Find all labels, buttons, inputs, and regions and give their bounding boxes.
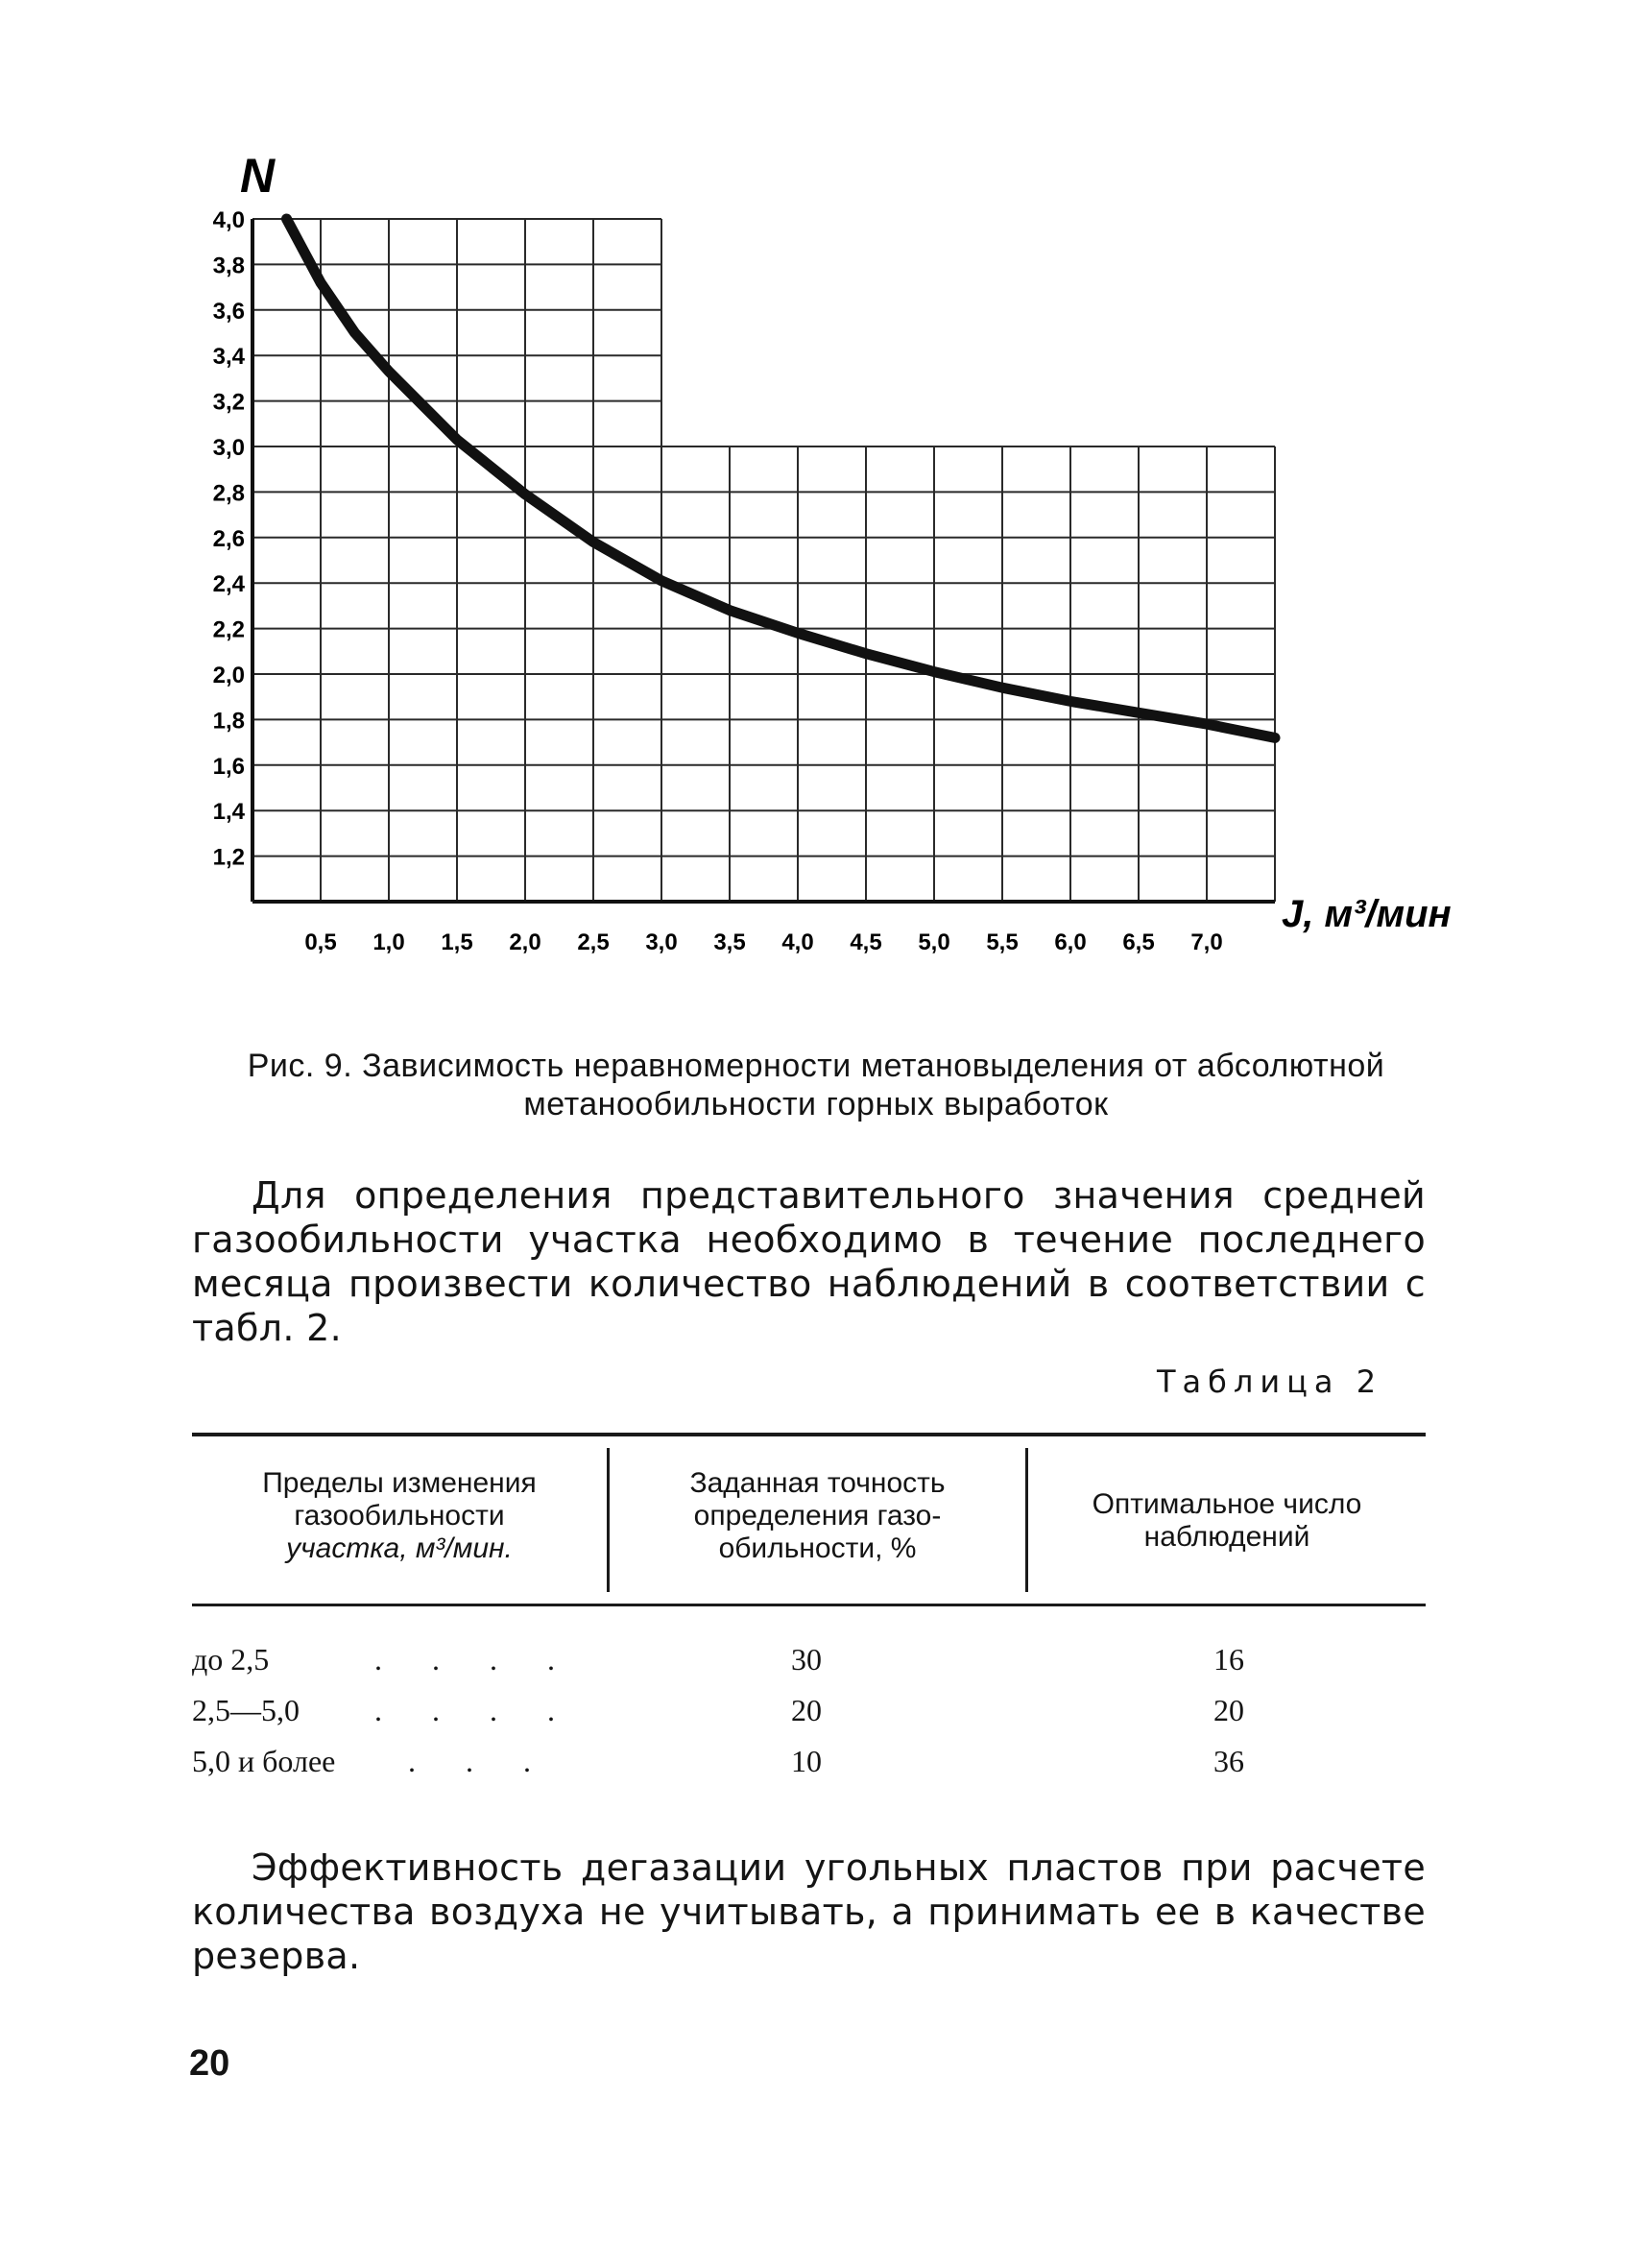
table-row [192,1693,1426,1737]
page-number: 20 [189,2043,230,2084]
y-tick-label: 3,4 [212,344,245,371]
header-text: участка, м³/мин. [286,1532,513,1564]
header-text: обильности, % [718,1532,917,1564]
paragraph-observations: Для определения представительного значения средней газообильности участка необходимо в течение последнего месяца произвести количество наблюдений в соответствии с табл. 2. [192,1174,1426,1349]
header-text: Оптимальное число [1092,1488,1362,1520]
y-tick-label: 3,8 [212,253,245,279]
y-tick-label: 2,8 [212,480,245,507]
header-text: Заданная точность [689,1467,946,1499]
x-axis-title: J, м³/мин [1282,893,1452,935]
x-tick-label: 0,5 [304,929,337,955]
cell-range: до 2,5 [192,1642,270,1677]
y-tick-label: 1,6 [212,753,245,780]
x-tick-label: 6,0 [1054,929,1087,955]
x-tick-label: 3,0 [645,929,678,955]
figure-caption [192,1047,1440,1123]
x-tick-label: 4,5 [850,929,882,955]
cell-range: 5,0 и более [192,1744,336,1778]
series-line [287,219,1276,737]
header-text: наблюдений [1143,1521,1310,1553]
y-tick-label: 2,2 [212,616,245,643]
header-text: газообильности [294,1500,505,1532]
x-tick-label: 1,0 [372,929,405,955]
table-header-accuracy [610,1467,1025,1565]
x-tick-label: 2,5 [577,929,610,955]
caption-line-1: Рис. 9. Зависимость неравномерности метановыделения от абсолютной [247,1048,1385,1084]
table-header-range [192,1467,607,1565]
methane-chart [0,0,1633,1037]
table-row [192,1744,1426,1788]
cell-leader-dots: . . . [408,1744,552,1778]
cell-range: 2,5—5,0 [192,1693,300,1727]
caption-line-2: метанообильности горных выработок [523,1086,1109,1122]
y-tick-label: 2,0 [212,663,245,688]
y-tick-label: 2,4 [212,571,245,598]
chart-grid [252,219,1275,902]
table-header-count [1028,1488,1426,1554]
chart-series [287,219,1276,737]
y-tick-label: 2,6 [212,525,245,552]
x-tick-label: 7,0 [1190,929,1223,955]
table-title: Таблица 2 [1157,1363,1383,1400]
cell-count: 20 [1213,1693,1244,1727]
header-text: определения газо- [693,1500,942,1532]
y-tick-label: 1,2 [212,844,245,871]
table-header-rule [192,1604,1426,1606]
cell-leader-dots: . . . . [374,1693,576,1727]
cell-leader-dots: . . . . [374,1642,576,1677]
cell-accuracy: 10 [791,1744,822,1778]
cell-accuracy: 20 [791,1693,822,1727]
chart-axes [252,219,1275,902]
y-tick-label: 1,4 [212,799,245,826]
x-tick-label: 5,0 [918,929,950,955]
y-tick-label: 1,8 [212,708,245,735]
cell-count: 36 [1213,1744,1244,1778]
x-tick-label: 2,0 [509,929,541,955]
x-tick-label: 3,5 [713,929,746,955]
y-tick-label: 3,0 [212,435,245,461]
table-row [192,1642,1426,1686]
table-top-rule [192,1433,1426,1436]
y-tick-label: 3,2 [212,389,245,416]
y-tick-label: 4,0 [212,207,245,233]
x-tick-label: 1,5 [441,929,473,955]
cell-count: 16 [1213,1642,1244,1677]
cell-accuracy: 30 [791,1642,822,1677]
x-tick-label: 4,0 [781,929,814,955]
y-axis-title: N [240,149,276,203]
header-text: Пределы изменения [262,1467,537,1499]
y-tick-label: 3,6 [212,298,245,325]
paragraph-degassing: Эффективность дегазации угольных пластов при расчете количества воздуха не учитывать, а принимать ее в качестве резерва. [192,1846,1426,1977]
x-tick-label: 5,5 [986,929,1019,955]
x-tick-label: 6,5 [1122,929,1155,955]
